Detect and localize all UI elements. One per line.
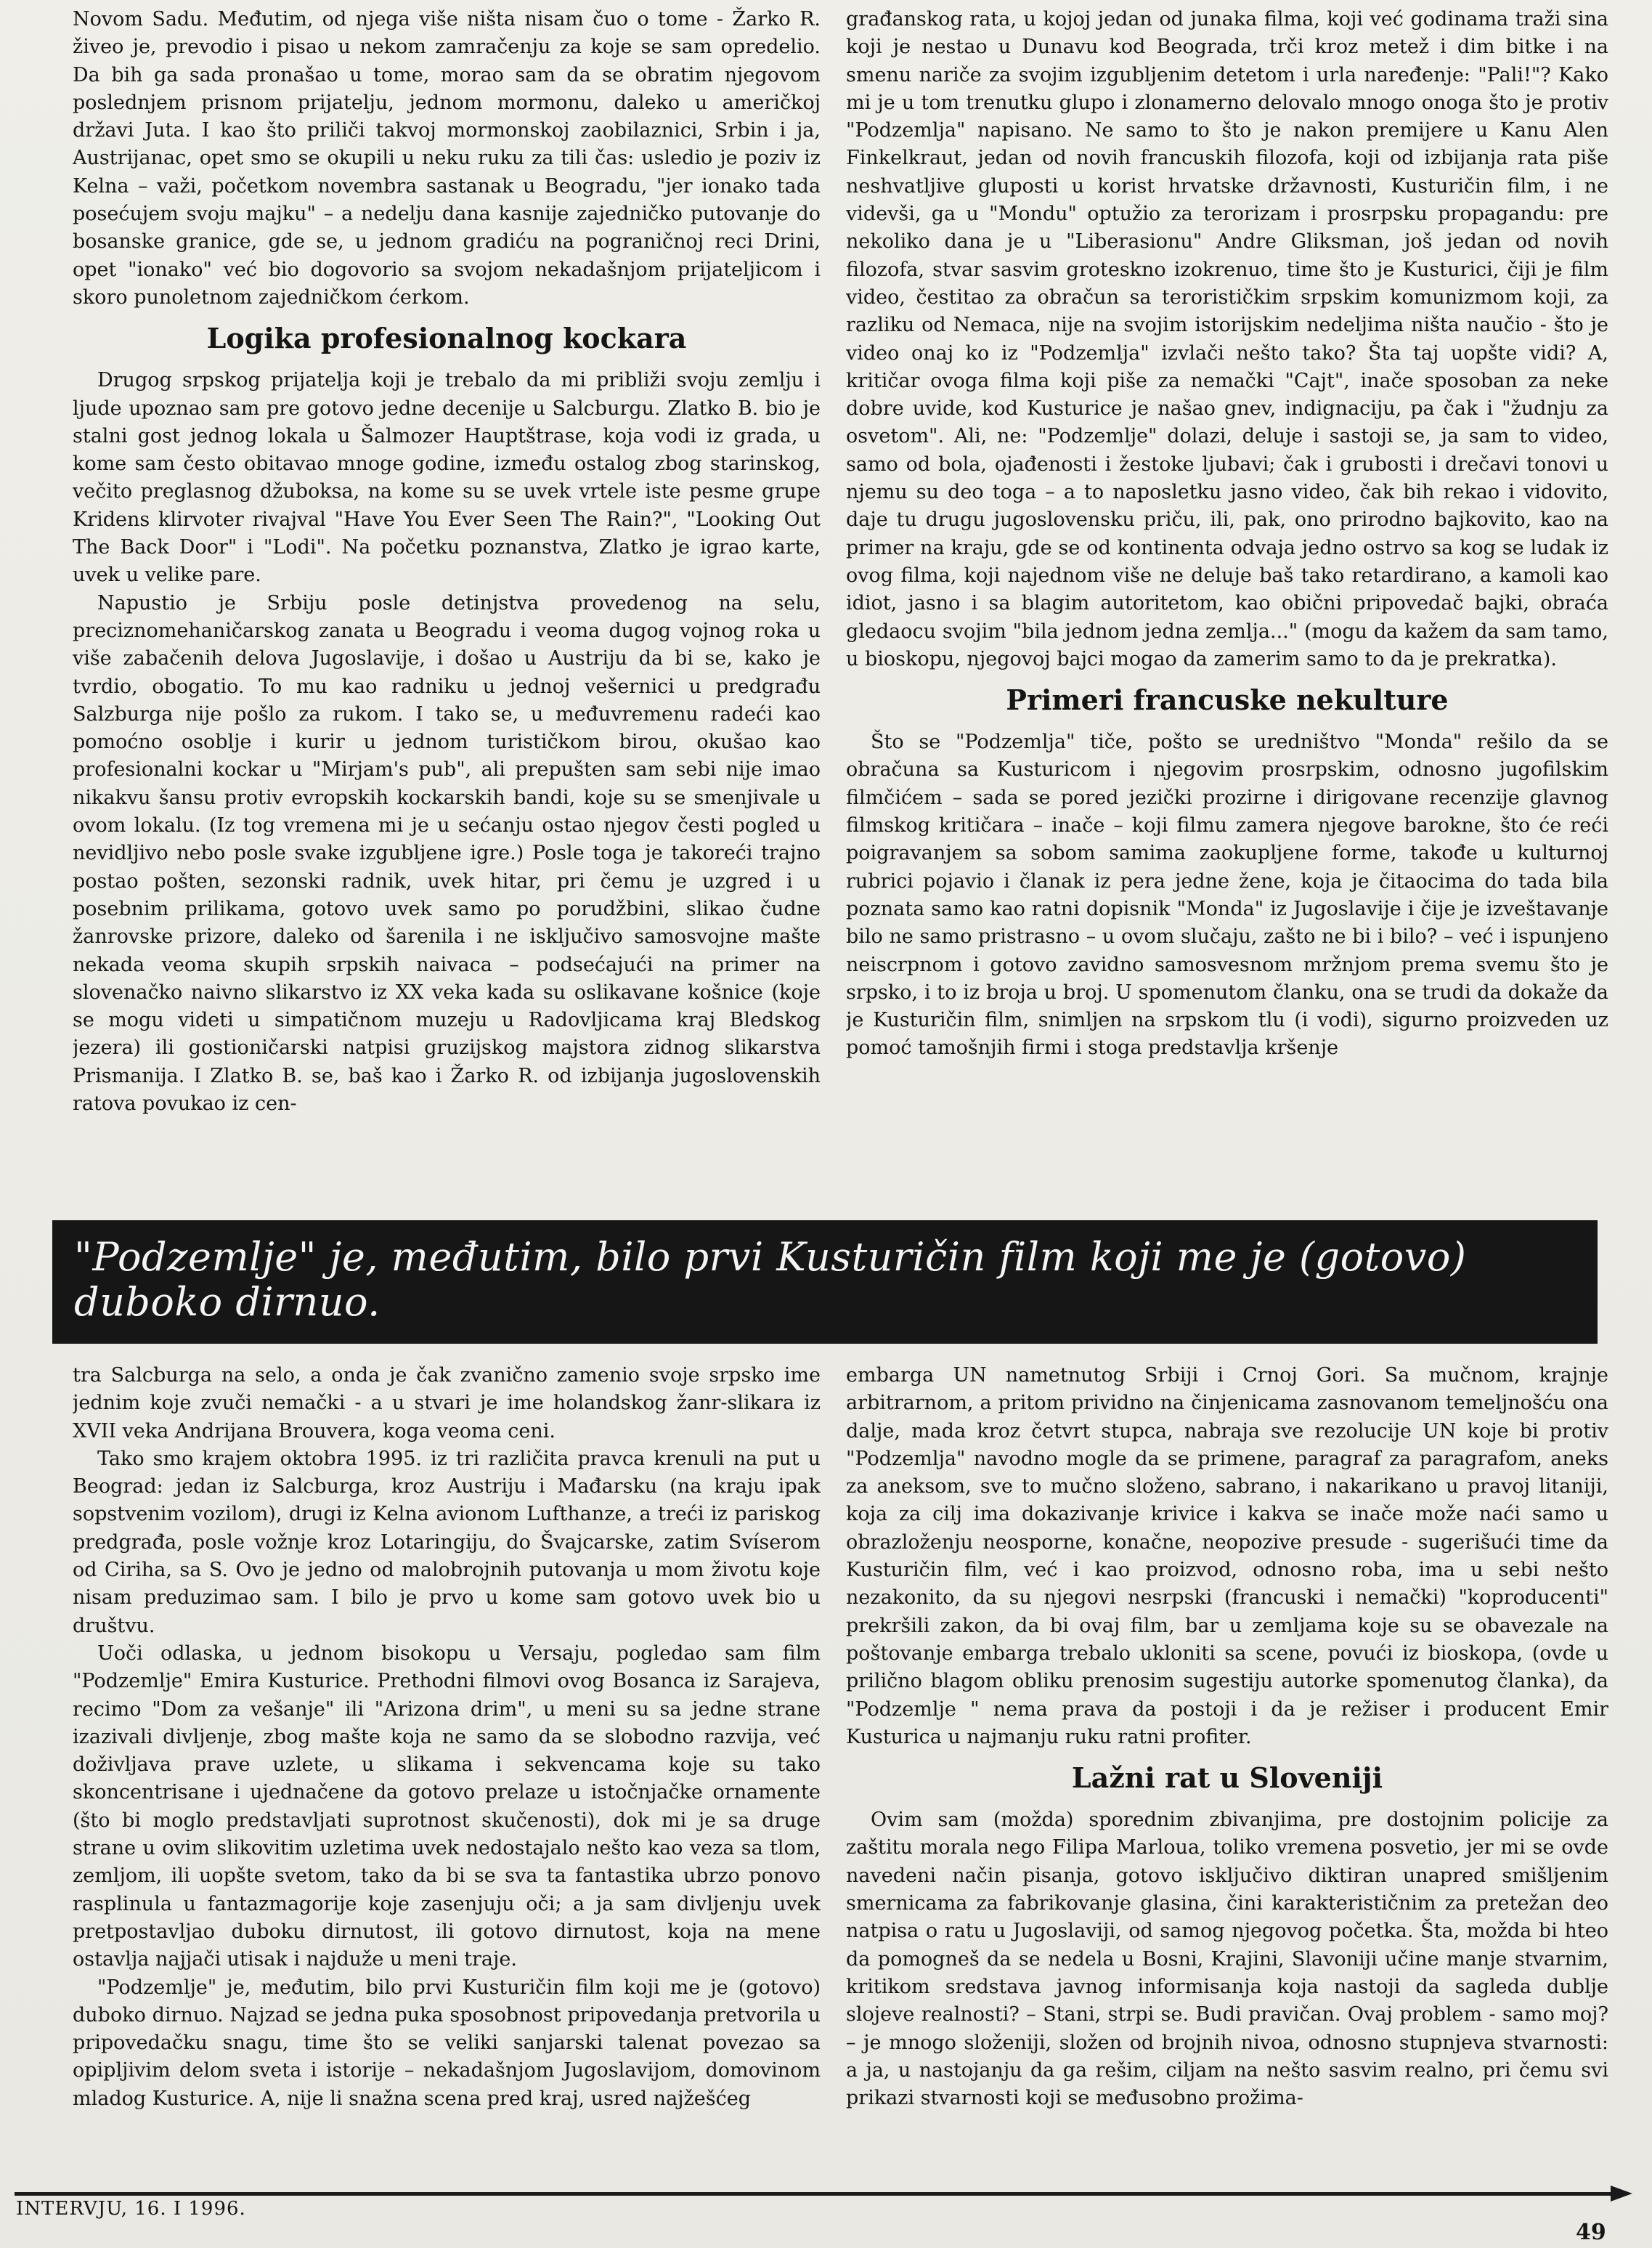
arrow-right-icon — [1611, 2186, 1632, 2202]
article-column-bottom-left — [73, 1362, 821, 2190]
page-number: 49 — [1576, 2220, 1606, 2245]
footer-rule — [15, 2192, 1612, 2196]
paragraph: Što se "Podzemlja" tiče, pošto se uredništvo "Monda" rešilo da se obračuna sa Kusturicom i njegovim prosrpskim, odnosno jugofilskim filmčićem – sada se pored jezički prozirne i dirigovane recenzije glavnog filmskog kritičara – inače – koji filmu zamera njegove barokne, što će reći poigravanjem sa sobom samima zaokupljene forme, takođe u kulturnoj rubrici pojavio i članak iz pera jedne žene, koja je čitaocima do tada bila poznata samo kao ratni dopisnik "Monda" iz Jugoslavije i čije je izveštavanje bilo ne samo pristrasno – u ovom slučaju, zašto ne bi i bilo? – već i ispunjeno neiscrpnom i gotovo zavidno samosvesnom mržnjom prema svemu što je srpsko, i to iz broja u broj. U spomenutom članku, ona se trudi da dokaže da je Kusturičin film, snimljen na srpskom tlu (i vodi), sigurno proizveden uz pomoć tamošnjih firmi i stoga predstavlja kršenje — [846, 731, 1608, 1060]
article-column-top-left — [73, 6, 821, 1204]
paragraph: građanskog rata, u kojoj jedan od junaka filma, koji već godinama traži sina koji je nestao u Dunavu kod Beograda, trči kroz metež i dim bitke i na smenu nariče za svojim izgubljenim detetom i urla naređenje: "Pali!"? Kako mi je u tom trenutku glupo i zlonamerno delovalo mnogo onoga što je protiv "Podzemlja" napisano. Ne samo to što je nakon premijere u Kanu Alen Finkelkraut, jedan od novih francuskih filozofa, koji od izbijanja rata piše neshvatljive gluposti u korist hrvatske državnosti, Kusturičin film, i ne videvši, ga u "Mondu" optužio za terorizam i prosrpsku propagandu: pre nekoliko dana je u "Liberasionu" Andre Gliksman, još jedan od novih filozofa, stvar sasvim groteskno izokrenuo, time što je Kusturici, čiji je film video, čestitao za obračun sa terorističkim srpskim komunizmom koji, za razliku od Nemaca, nije na svojim istorijskim nedeljima ništa naučio - što je video onaj ko iz "Podzemlja" izvlači nešto tako? Šta taj uopšte vidi? A, kritičar ovoga filma koji piše za nemački "Cajt", inače sposoban za neke dobre uvide, kod Kusturice je našao gnev, indignaciju, pa čak i "žudnju za osvetom". Ali, ne: "Podzemlje" dolazi, deluje i sastoji se, ja sam to video, samo od bola, ojađenosti i žestoke ljubavi; čak i grubosti i drečavi tonovi u njemu su deo toga – a to naposletku jasno video, čak bih rekao i vidovito, daje tu drugu jugoslovensku priču, ili, pak, ono prirodno bajkovito, kao na primer na kraju, gde se od kontinenta odvaja jedno ostrvo sa kog se ludak iz ovog filma, koji najednom više ne deluje baš tako retardirano, a kamoli kao idiot, jasno i sa blagim autoritetom, kao obični pripovedač bajki, obraća gledaocu svojim "bila jednom jedna zemlja..." (mogu da kažem da sam tamo, u bioskopu, njegovoj bajci mogao da zamerim samo to da je prekratka). — [846, 8, 1608, 670]
subheading-primeri: Primeri francuske nekulture — [1006, 683, 1449, 717]
publication-footer: INTERVJU, 16. I 1996. — [16, 2198, 246, 2220]
paragraph: Napustio je Srbiju posle detinjstva provedenog na selu, preciznomehaničarskog zanata u Beogradu i veoma dugog vojnog roka u više zabačenih delova Jugoslavije, i došao u Austriju da bi se, kako je tvrdio, obogatio. To mu kao radniku u jednoj vešernici u predgrađu Salzburga nije pošlo za rukom. I tako se, u međuvremenu radeći kao pomoćno osoblje i kurir u jednom turističkom birou, okušao kao profesionalni kockar u "Mirjam's pub", ali prepušten sam sebi nije imao nikakvu šansu protiv evropskih kockarskih bandi, koje su se smenjivale u ovom lokalu. (Iz tog vremena mi je u sećanju ostao njegov česti pogled u nevidljivo nebo posle svake izgubljene igre.) Posle toga je takoreći trajno postao pošten, sezonski radnik, uvek hitar, pri čemu je uzgred i u posebnim prilikama, gotovo uvek samo po porudžbini, slikao čudne žanrovske prizore, daleko od šarenila i ne isključivo samosvojne mašte nekada veoma skupih srpskih naivaca – podsećajući na primer na slovenačko naivno slikarstvo iz XX veka kada su oslikavane košnice (koje se mogu videti u simpatičnom muzeju u Radovljicama kraj Bledskog jezera) ili gostioničarski natpisi gruzijskog majstora zidnog slikarstva Prismanija. I Zlatko B. se, baš kao i Žarko R. od izbijanja jugoslovenskih ratova povukao iz cen- — [73, 591, 821, 1115]
paragraph: Drugog srpskog prijatelja koji je trebalo da mi približi svoju zemlju i ljude upoznao sam pre gotovo jedne decenije u Salcburgu. Zlatko B. bio je stalni gost jednog lokala u Šalmozer Hauptštrase, koja vodi iz grada, u kome sam često obitavao mnoge godine, između ostalog zbog starinskog, večito preglasnog džuboksa, na kome su se uvek vrtele iste pesme grupe Kridens klirvoter rivajval "Have You Ever Seen The Rain?", "Looking Out The Back Door" i "Lodi". Na početku poznanstva, Zlatko je igrao karte, uvek u velike pare. — [73, 369, 821, 587]
paragraph: tra Salcburga na selo, a onda je čak zvanično zamenio svoje srpsko ime jednim koje zvuči nemački - a u stvari je ime holandskog žanr-slikara iz XVII veka Andrijana Brouvera, koga veoma ceni. — [73, 1364, 821, 1442]
paragraph: embarga UN nametnutog Srbiji i Crnoj Gori. Sa mučnom, krajnje arbitrarnom, a pritom prividno na činjenicama zasnovanom temeljnošću ona dalje, mada kroz četvrt stupca, nabraja sve rezolucije UN koje bi protiv "Podzemlja" navodno mogle da se primene, paragraf za paragrafom, aneks za aneksom, sve to mučno složeno, sabrano, i nakarikano u pravoj litaniji, koja za cilj ima dokazivanje krivice i kakva se inače može naći samo u obrazloženju neosporne, konačne, neopozive presude - sugerišući time da Kusturičin film, već i kao proizvod, odnosno roba, ima u sebi nešto nezakonito, da su njegovi nesrpski (francuski i nemački) "koproducenti" prekršili zakon, da bi ovaj film, bar u zemljama koje su se obavezale na poštovanje embarga trebalo ukloniti sa scene, povući iz bioskopa, (ovde u prilično blagom obliku prenosim sugestiju autorke spomenutog članka), da "Podzemlje " nema prava da postoji i da je režiser i producent Emir Kusturica u najmanju ruku ratni profiter. — [846, 1364, 1608, 1748]
pull-quote-banner: "Podzemlje" je, međutim, bilo prvi Kusturičin film koji me je (gotovo) duboko dirnuo. — [52, 1220, 1598, 1344]
subheading-lazni-rat: Lažni rat u Sloveniji — [1071, 1761, 1383, 1795]
article-column-bottom-right — [846, 1362, 1608, 2190]
paragraph: "Podzemlje" je, međutim, bilo prvi Kusturičin film koji me je (gotovo) duboko dirnuo. Najzad se jedna puka sposobnost pripovedanja pretvorila u pripovedačku snagu, time što se veliki sanjarski talenat povezao sa opipljivim delom sveta i istorije – nekadašnjom Jugoslavijom, domovinom mladog Kusturice. A, nije li snažna scena pred kraj, usred najžešćeg — [73, 1976, 821, 2110]
paragraph: Ovim sam (možda) sporednim zbivanjima, pre dostojnim policije za zaštitu morala nego Filipa Marloua, toliko vremena posvetio, jer mi se ovde navedeni način pisanja, gotovo isključivo diktiran unapred smišljenim smernicama za fabrikovanje glasina, čini karakterističnim za pretežan deo natpisa o ratu u Jugoslaviji, od samog njegovog početka. Šta, možda bi hteo da pomogneš da se nedela u Bosni, Krajini, Slavoniji učine manje stvarnim, kritikom sredstava javnog informisanja koja nastoji da sagleda dublje slojeve realnosti? – Stani, strpi se. Budi pravičan. Ovaj problem - samo moj? – je mnogo složeniji, složen od brojnih nivoa, odnosno stupnjeva stvarnosti: a ja, u nastojanju da ga rešim, ciljam na nešto sasvim realno, pri čemu svi prikazi stvarnosti koji se međusobno prožima- — [846, 1809, 1608, 2110]
paragraph: Tako smo krajem oktobra 1995. iz tri različita pravca krenuli na put u Beograd: jedan iz Salcburga, kroz Austriju i Mađarsku (na kraju ipak sopstvenim vozilom), drugi iz Kelna avionom Lufthanze, a treći iz pariskog predgrađa, posle vožnje kroz Lotaringiju, do Švajcarske, zatim Svíserom od Ciriha, sa S. Ovo je jedno od malobrojnih putovanja u mom životu koje nisam preduzimao sam. I bilo je prvo u kome sam gotovo uvek bio u društvu. — [73, 1447, 821, 1637]
subheading-logika: Logika profesionalnog kockara — [206, 322, 687, 355]
paragraph: Uoči odlaska, u jednom bisokopu u Versaju, pogledao sam film "Podzemlje" Emira Kusturice. Prethodni filmovi ovog Bosanca iz Sarajeva, recimo "Dom za vešanje" ili "Arizona drim", u meni su sa jedne strane izazivali divljenje, zbog mašte koja ne samo da se slobodno razvija, već doživljava prave uzlete, u slikama i sekvencama koje su tako skoncentrisane i ujednačene da gotovo prelaze u istočnjačke ornamente (što bi moglo predstavljati suprotnost skučenosti), dok mi je sa druge strane u ovim slikovitim uzletima uvek nedostajalo nešto kao veza sa tlom, zemljom, ili uopšte svetom, tako da bi se sva ta fantastika ubrzo ponovo rasplinula u fantazmagorije koje zasenjuju oči; a ja sam divljenju uvek pretpostavljao duboku dirnutost, ili gotovo dirnutost, koja na mene ostavlja najjači utisak i najduže u meni traje. — [73, 1642, 821, 1971]
paragraph: Novom Sadu. Međutim, od njega više ništa nisam čuo o tome - Žarko R. živeo je, prevodio i pisao u nekom zamračenju za koje se sam opredelio. Da bih ga sada pronašao u tome, morao sam da se obratim njegovom poslednjem prisnom prijatelju, jednom mormonu, daleko u američkoj državi Juta. I kao što priliči takvoj mormonskoj zaobilaznici, Srbin i ja, Austrijanac, opet smo se okupili u neku ruku za tili čas: usledio je poziv iz Kelna – važi, početkom novembra sastanak u Beogradu, "jer ionako tada posećujem svoju majku" – a nedelju dana kasnije zajedničko putovanje do bosanske granice, gde se, u jednom gradiću na pograničnoj reci Drini, opet "ionako" već bio dogovorio sa svojom nekadašnjom prijateljicom i skoro punoletnom zajedničkom ćerkom. — [73, 8, 821, 309]
article-column-top-right — [846, 6, 1608, 1204]
